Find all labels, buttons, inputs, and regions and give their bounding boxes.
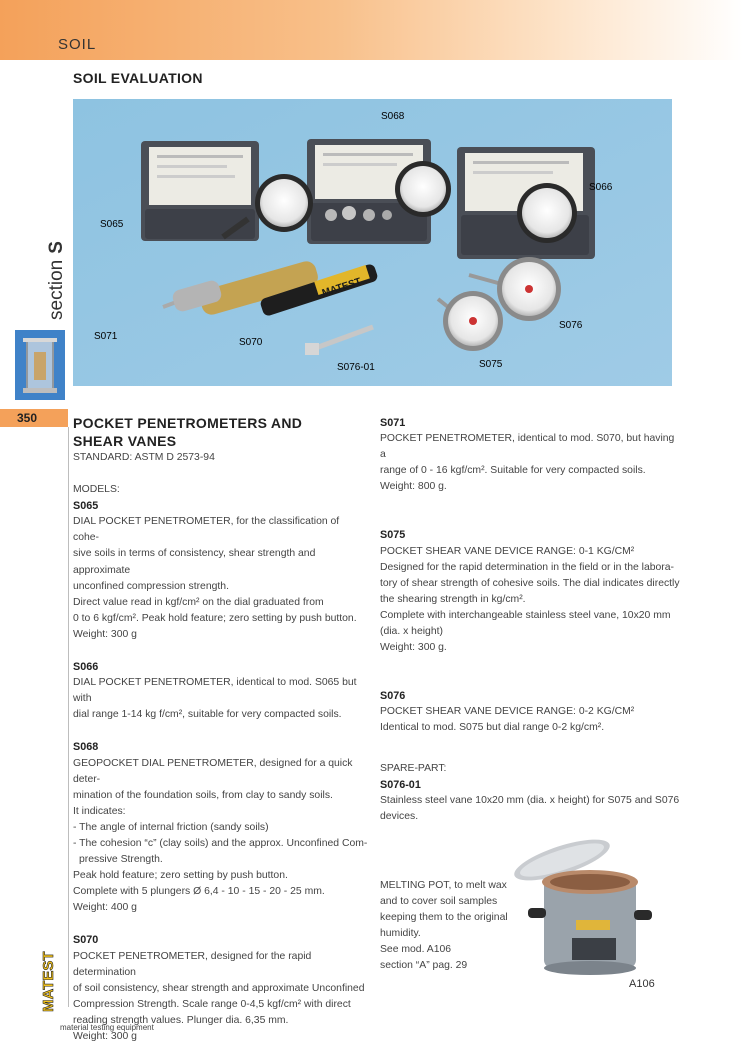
photo-label-s068: S068 [381,111,405,122]
s070-line: Compression Strength. Scale range 0-4,5 kgf/cm² with direct [73,998,351,1010]
model-code-s070: S070 [73,934,99,947]
s065-line: sive soils in terms of consistency, shear strength and approximate [73,548,316,576]
s068-line: Complete with 5 plungers Ø 6,4 - 10 - 15 - 20 - 25 mm. [73,886,325,898]
s075-line: (dia. x height) [380,626,443,638]
margin-rule [68,427,69,1007]
pot-line: MELTING POT, to melt wax [380,880,507,891]
melting-pot-image [508,838,658,978]
section-banner [0,0,743,60]
brand-text: MATEST [320,276,363,300]
models-label: MODELS: [73,484,120,496]
s071-line: range of 0 - 16 kgf/cm². Suitable for very compacted soils. [380,465,646,477]
s075-line: Complete with interchangeable stainless steel vane, 10x20 mm [380,609,671,621]
s070-line: reading strength values. Plunger dia. 6,35 mm. [73,1014,289,1026]
pot-line: keeping them to the original [380,912,508,924]
s065-line: unconfined compression strength. [73,580,229,592]
s068-line: - The cohesion “c” (clay soils) and the approx. Unconfined Com- [73,837,368,849]
s075-line: Designed for the rapid determination in the field or in the labora- [380,561,674,573]
svg-text:MATEST: MATEST [40,951,57,1012]
section-side-label [46,241,68,320]
melting-pot-text [380,878,520,975]
s076-01-line: Stainless steel vane 10x20 mm (dia. x height) for S075 and S076 [380,794,680,806]
s075-line: tory of shear strength of cohesive soils. The dial indicates directly [380,577,680,589]
section-word: section [46,259,67,320]
photo-label-s076-01: S076-01 [337,362,375,373]
matest-logo [38,930,58,1015]
photo-label-s070: S070 [239,337,263,348]
photo-label-s075: S075 [479,359,503,370]
left-column [73,414,368,1045]
triaxial-thumbnail [15,330,65,400]
s065-line: Direct value read in kgf/cm² on the dial graduated from [73,596,324,608]
section-title: SOIL [58,36,97,53]
pot-line: See mod. A106 [380,944,452,956]
pot-line: humidity. [380,928,421,940]
photo-label-s066: S066 [589,182,613,193]
s065-line: DIAL POCKET PENETROMETER, for the classification of cohe- [73,516,340,544]
s075-line: the shearing strength in kg/cm². [380,593,526,605]
product-heading-line1: POCKET PENETROMETERS AND [73,415,303,431]
s070-line: POCKET PENETROMETER, designed for the rapid determination [73,950,312,978]
s076-01-line: devices. [380,810,419,822]
model-code-s076-01: S076-01 [380,778,421,791]
s068-line: pressive Strength. [79,854,163,866]
s066-line: dial range 1-14 kg f/cm², suitable for very compacted soils. [73,709,342,721]
s068-line: - The angle of internal friction (sandy soils) [73,821,269,833]
s076-line: Identical to mod. S075 but dial range 0-2 kg/cm². [380,722,605,734]
photo-label-s071: S071 [94,331,118,342]
model-code-s068: S068 [73,741,99,754]
section-letter: S [46,241,67,254]
footer-caption: material testing equipment [60,1023,154,1032]
pot-line: section “A” pag. 29 [380,960,468,972]
s068-line: Peak hold feature; zero setting by push button. [73,870,288,882]
model-code-s075: S075 [380,529,406,542]
s071-line: POCKET PENETROMETER, identical to mod. S070, but having a [380,433,675,461]
model-code-s065: S065 [73,500,99,513]
standard-text: STANDARD: ASTM D 2573-94 [73,452,215,463]
s065-line: Weight: 300 g [73,628,137,640]
photo-label-s065: S065 [100,219,124,230]
model-code-s076: S076 [380,690,406,703]
page-number: 350 [0,409,68,427]
s068-line: Weight: 400 g [73,902,137,914]
s071-line: Weight: 800 g. [380,481,447,493]
s070-line: Weight: 300 g [73,1031,137,1042]
s068-line: It indicates: [73,805,126,817]
s075-line: Weight: 300 g. [380,642,447,654]
s065-line: 0 to 6 kgf/cm². Peak hold feature; zero setting by push button. [73,612,357,624]
pot-line: and to cover soil samples [380,896,498,908]
pot-model-label: A106 [629,978,655,990]
product-heading-line2: SHEAR VANES [73,433,177,449]
s066-line: DIAL POCKET PENETROMETER, identical to mod. S065 but with [73,677,357,705]
s068-line: GEOPOCKET DIAL PENETROMETER, designed for a quick deter- [73,757,353,785]
s075-line: POCKET SHEAR VANE DEVICE RANGE: 0-1 KG/CM² [380,545,635,557]
s068-line: mination of the foundation soils, from clay to sandy soils. [73,789,333,801]
s070-line: of soil consistency, shear strength and approximate Unconfined [73,982,365,994]
spare-part-label: SPARE-PART: [380,762,447,774]
model-code-s066: S066 [73,661,99,674]
model-code-s071: S071 [380,417,406,429]
page-subtitle: SOIL EVALUATION [73,70,203,86]
right-column [380,415,680,825]
photo-label-s076: S076 [559,320,583,331]
s076-line: POCKET SHEAR VANE DEVICE RANGE: 0-2 KG/CM² [380,706,635,718]
product-photo [73,99,672,386]
